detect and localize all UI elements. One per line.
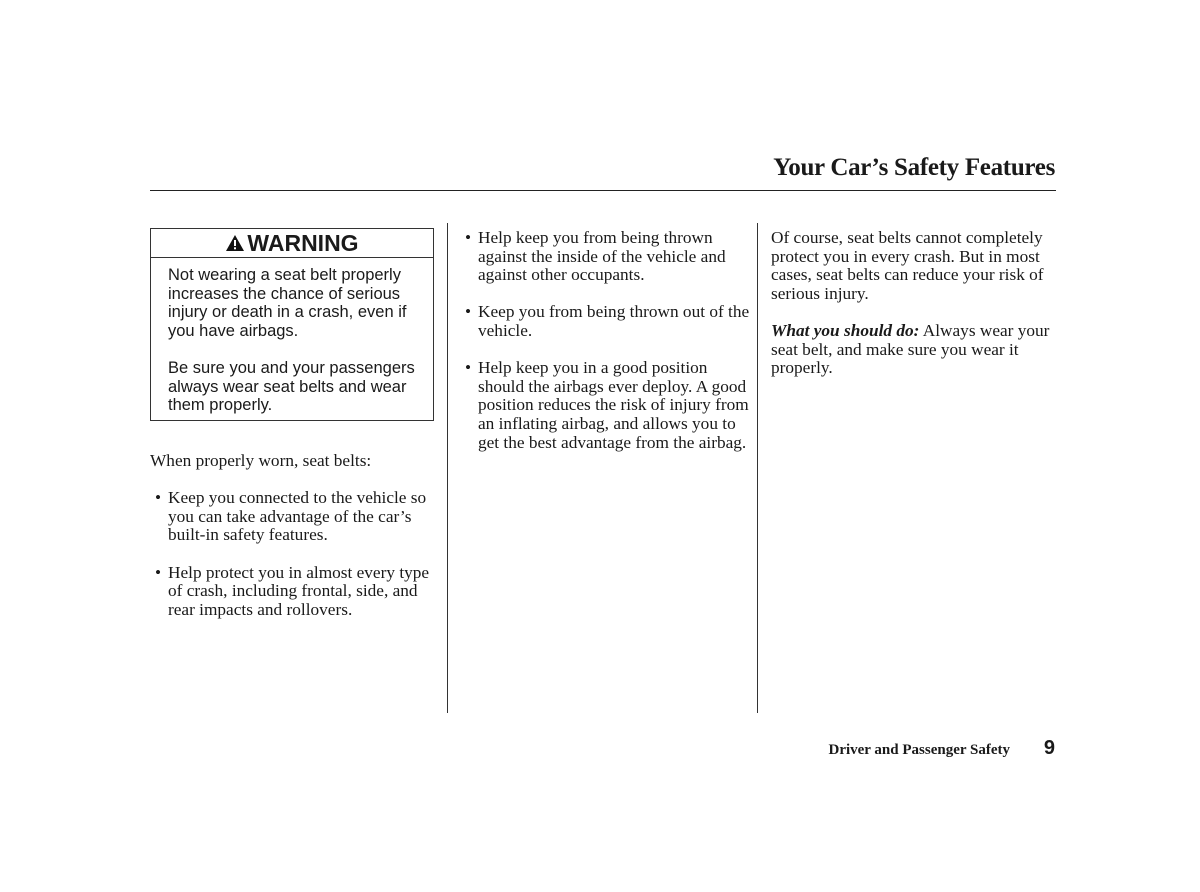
page-title: Your Car’s Safety Features xyxy=(773,154,1055,181)
column-3-text xyxy=(771,229,1056,396)
bullet-icon: • xyxy=(465,358,472,378)
list-item-text: Keep you connected to the vehicle so you can take advantage of the car’s built-in safety features. xyxy=(168,488,427,545)
warning-paragraph: Not wearing a seat belt properly increases the chance of serious injury or death in a crash, even if you have airbags. xyxy=(168,266,407,340)
intro-text: When properly worn, seat belts: xyxy=(150,451,372,470)
list-item xyxy=(150,489,440,545)
bullet-icon: • xyxy=(465,228,472,247)
warning-paragraph: Be sure you and your passengers always wear seat belts and wear them properly. xyxy=(168,358,415,415)
list-item-text: Help protect you in almost every type of crash, including frontal, side, and rear impacts and rollovers. xyxy=(168,562,430,619)
seat-belt-benefits-list xyxy=(150,489,440,619)
list-item xyxy=(150,564,440,620)
list-item-text: Help keep you from being thrown against the inside of the vehicle and against other occupants. xyxy=(478,228,726,285)
list-item xyxy=(460,229,750,285)
what-you-should-do-label: What you should do: xyxy=(771,320,920,340)
warning-box xyxy=(150,228,434,421)
header-rule xyxy=(150,190,1056,191)
warning-header xyxy=(151,229,433,258)
bullet-icon: • xyxy=(155,562,162,582)
bullet-icon: • xyxy=(465,302,472,322)
column-divider-2 xyxy=(757,223,758,713)
list-item xyxy=(460,303,750,340)
warning-triangle-icon xyxy=(225,234,245,252)
what-you-should-do-paragraph xyxy=(771,322,1056,378)
warning-body xyxy=(151,258,433,415)
column-1-text xyxy=(150,452,440,638)
warning-title: WARNING xyxy=(247,229,359,256)
column-2-text xyxy=(460,229,750,471)
seat-belt-benefits-list-continued xyxy=(460,229,750,452)
list-item-text: Help keep you in a good position should the airbags ever deploy. A good position reduces the risk of injury from an inflating airbag, and allows you to get the best advantage from the airbag. xyxy=(478,358,749,452)
list-item xyxy=(460,359,750,452)
seat-belt-limitations-paragraph: Of course, seat belts cannot completely protect you in every crash. But in most cases, seat belts can reduce your risk of serious injury. xyxy=(771,228,1044,303)
what-you-should-do-text: Always wear your seat belt, and make sure you wear it properly. xyxy=(771,320,1050,378)
column-divider-1 xyxy=(447,223,448,713)
page-number: 9 xyxy=(1043,737,1055,759)
list-item-text: Keep you from being thrown out of the vehicle. xyxy=(478,302,750,340)
bullet-icon: • xyxy=(155,488,162,508)
section-footer: Driver and Passenger Safety xyxy=(828,742,1010,758)
